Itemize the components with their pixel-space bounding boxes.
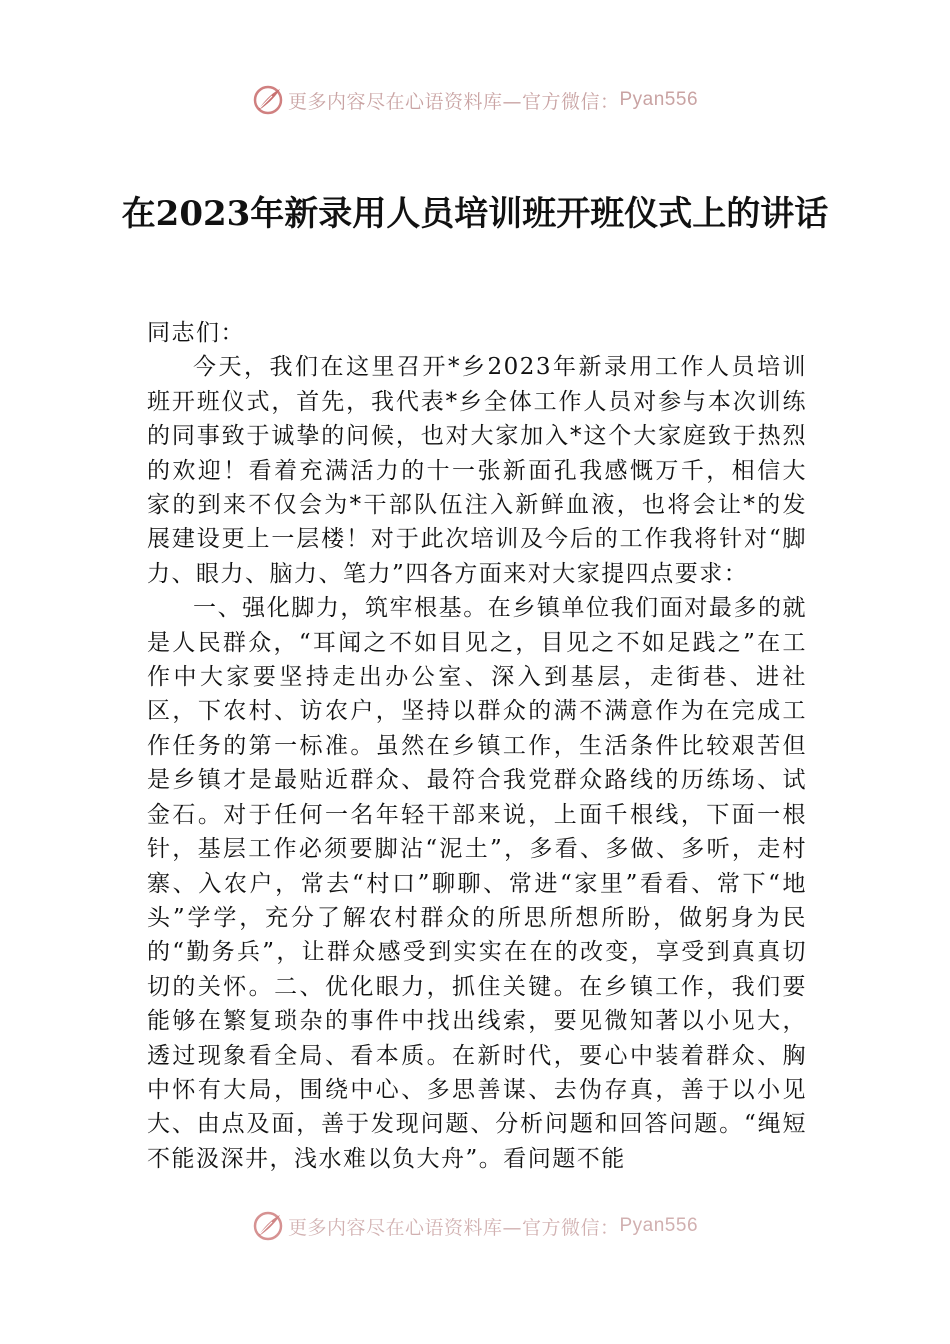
watermark-footer (0, 1210, 950, 1242)
paragraph-requirements: 一、强化脚力，筑牢根基。在乡镇单位我们面对最多的就是人民群众，“耳闻之不如目见之，目见之不如足践之”在工作中大家要坚持走出办公室、深入到基层，走街巷、进社区，下农村、访农户，坚持以群众的满不满意作为在完成工作任务的第一标准。虽然在乡镇工作，生活条件比较艰苦但是乡镇才是最贴近群众、最符合我党群众路线的历练场、试金石。对于任何一名年轻干部来说，上面千根线，下面一根针，基层工作必须要脚沾“泥土”，多看、多做、多听，走村寨、入农户，常去“村口”聊聊、常进“家里”看看、常下“地头”学学，充分了解农村群众的所思所想所盼，做躬身为民的“勤务兵”，让群众感受到实实在在的改变，享受到真真切切的关怀。二、优化眼力，抓住关键。在乡镇工作，我们要能够在繁复琐杂的事件中找出线索，要见微知著以小见大，透过现象看全局、看本质。在新时代，要心中装着群众、胸中怀有大局，围绕中心、多思善谋、去伪存真，善于以小见大、由点及面，善于发现问题、分析问题和回答问题。“绳短不能汲深井，浅水难以负大舟”。看问题不能 (147, 595, 807, 1172)
quill-logo-icon (252, 84, 284, 116)
quill-logo-icon (252, 1210, 284, 1242)
watermark-header (0, 84, 950, 116)
watermark-text: 更多内容尽在心语资料库—官方微信： (287, 1216, 620, 1239)
document-body (147, 316, 807, 1176)
salutation: 同志们： (147, 320, 245, 346)
watermark-wechat-id: Pyan556 (619, 89, 699, 110)
watermark-text: 更多内容尽在心语资料库—官方微信： (287, 90, 620, 113)
paragraph-opening: 今天，我们在这里召开*乡2023年新录用工作人员培训班开班仪式，首先，我代表*乡全体工作人员对参与本次训练的同事致于诚挚的问候，也对大家加入*这个大家庭致于热烈的欢迎！看着充满活力的十一张新面孔我感慨万千，相信大家的到来不仅会为*干部队伍注入新鲜血液，也将会让*的发展建设更上一层楼！对于此次培训及今后的工作我将针对“脚力、眼力、脑力、笔力”四各方面来对大家提四点要求： (147, 354, 807, 587)
document-title: 在2023年新录用人员培训班开班仪式上的讲话 (121, 194, 829, 234)
watermark-wechat-id: Pyan556 (619, 1215, 699, 1236)
